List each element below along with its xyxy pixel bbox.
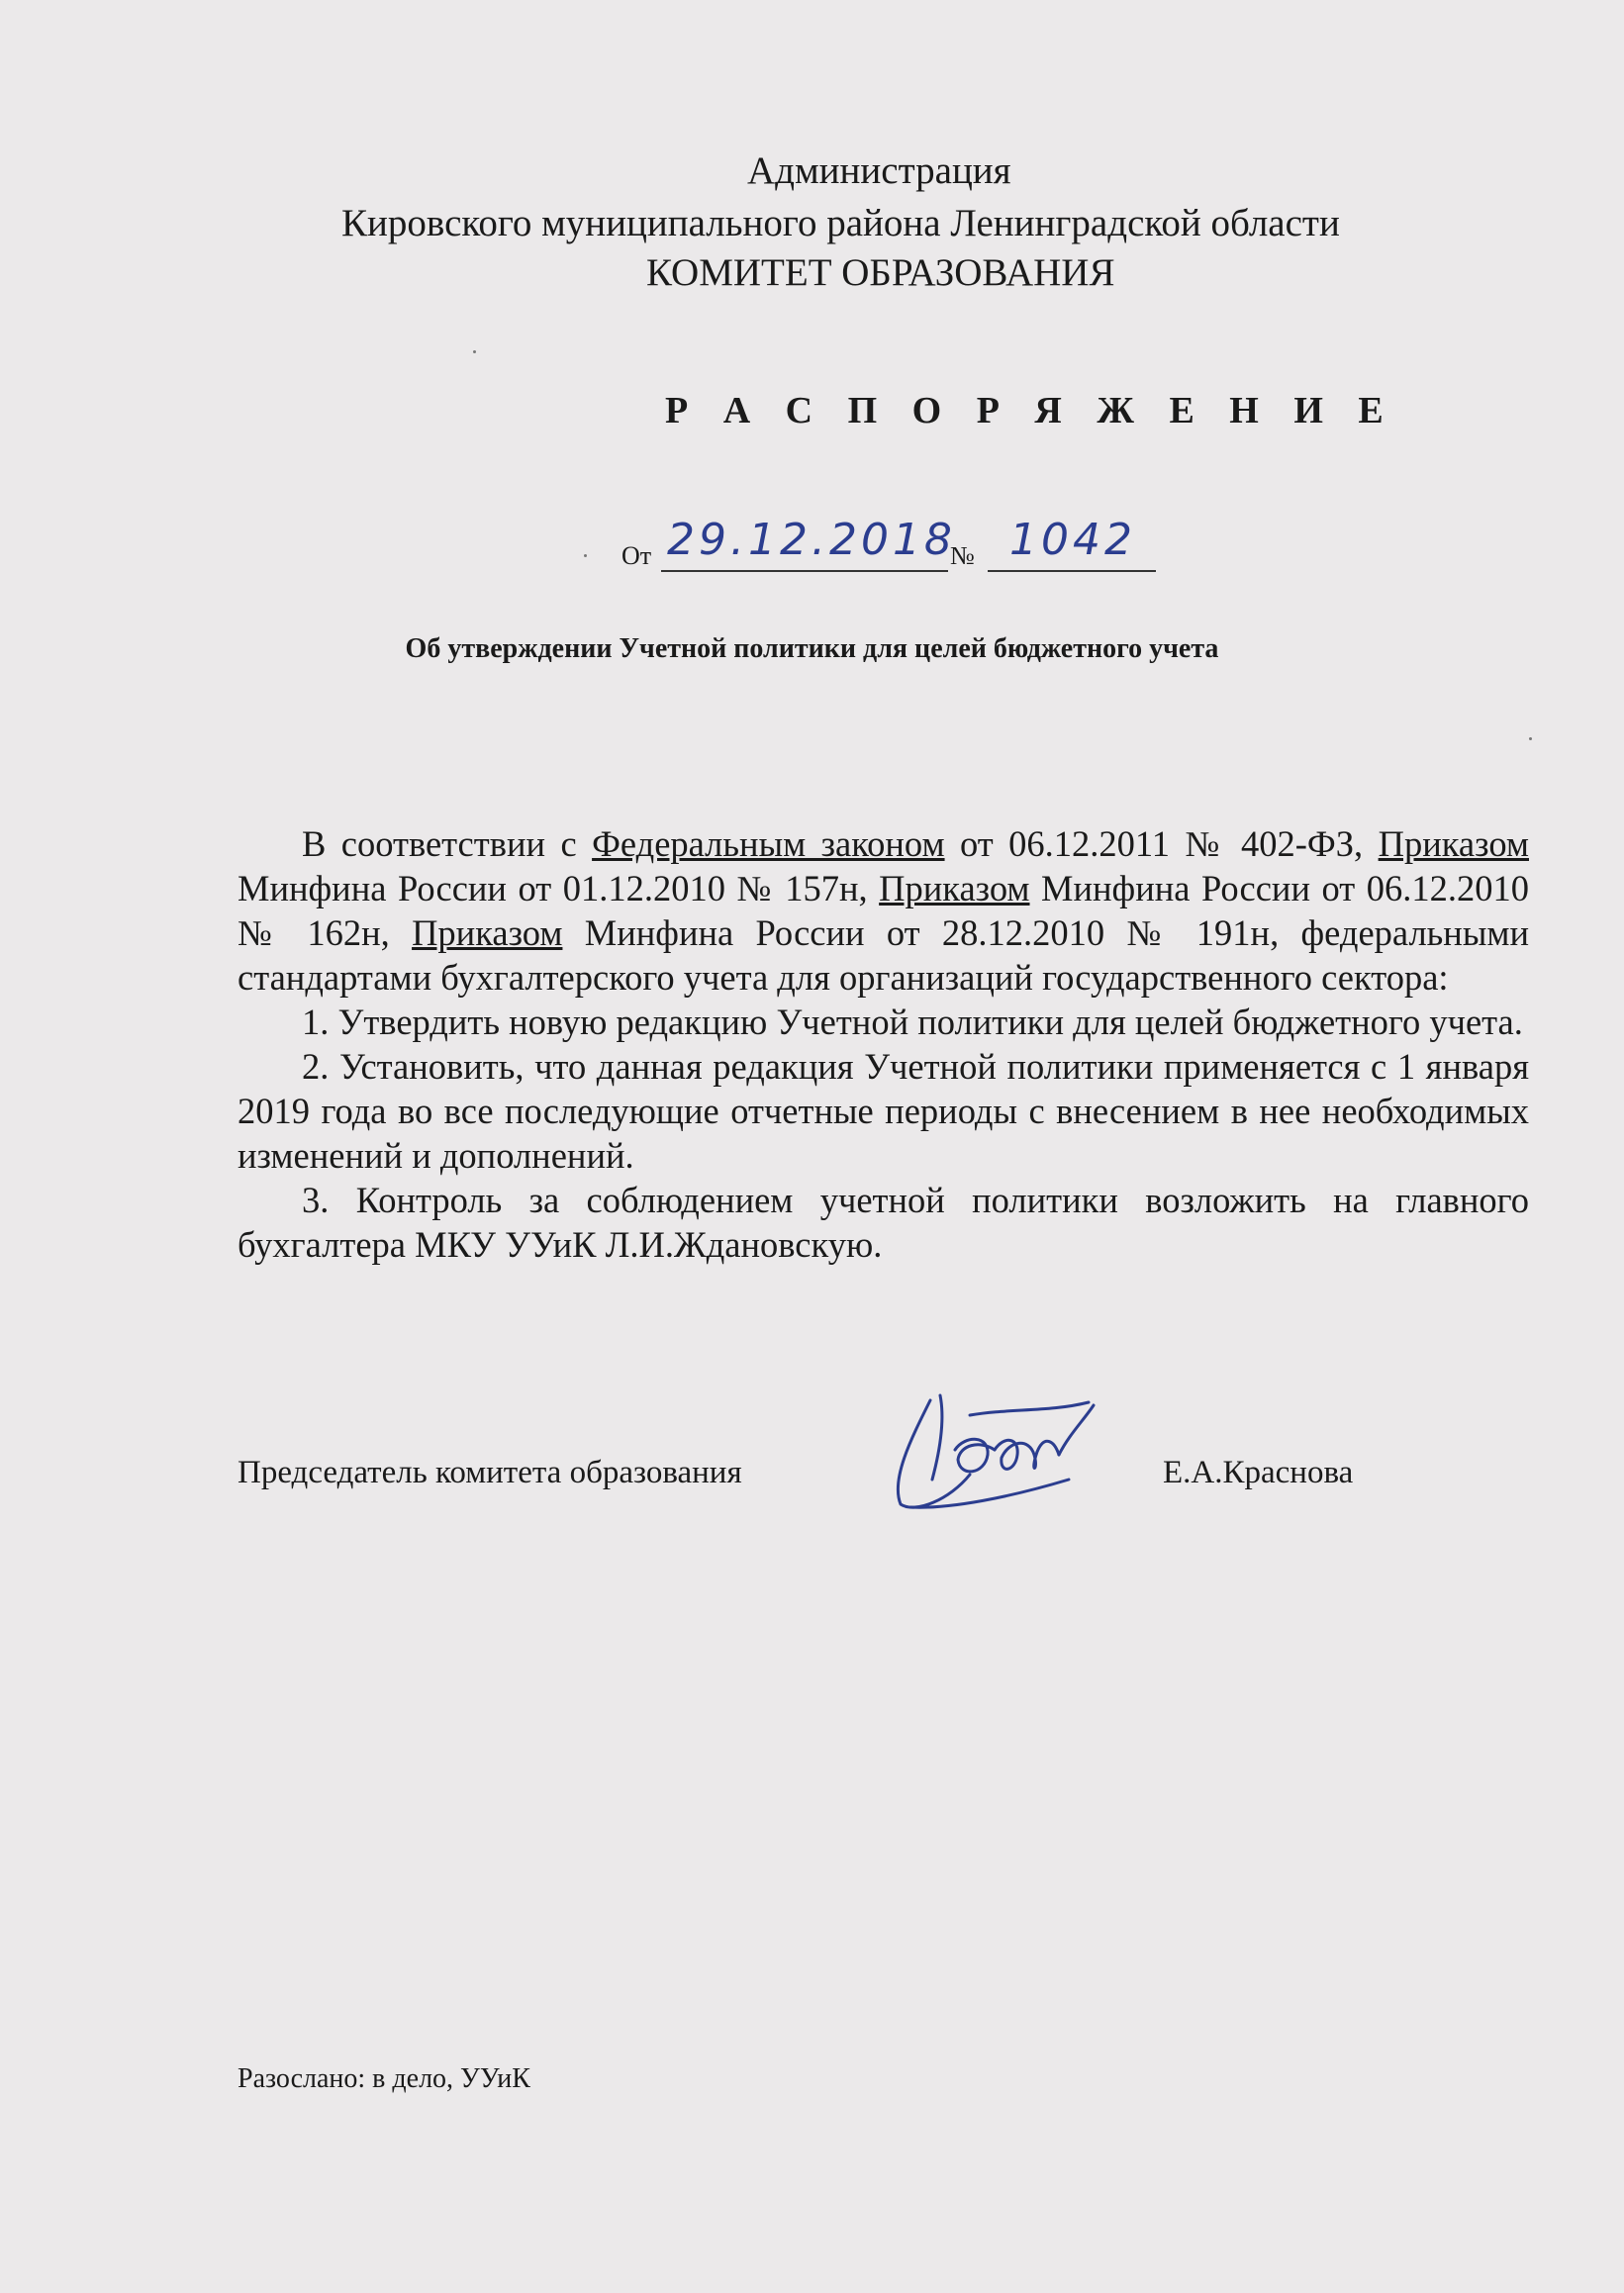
date-number-line xyxy=(621,515,1176,574)
item-1: 1. Утвердить новую редакцию Учетной политики для целей бюджетного учета. xyxy=(302,1002,1523,1042)
header-committee: КОМИТЕТ ОБРАЗОВАНИЯ xyxy=(646,251,1115,294)
handwritten-number: 1042 xyxy=(1009,515,1136,565)
number-underline xyxy=(988,570,1156,572)
preamble-text: Минфина России от 01.12.2010 № 157н, xyxy=(238,868,880,908)
order-link-157n[interactable]: Приказом xyxy=(1378,823,1529,864)
handwritten-signature xyxy=(871,1381,1128,1519)
number-prefix: № xyxy=(950,541,975,570)
signatory-name: Е.А.Краснова xyxy=(1163,1455,1354,1490)
order-link-162n[interactable]: Приказом xyxy=(879,868,1030,908)
paper-speck xyxy=(473,350,476,353)
item-2: 2. Установить, что данная редакция Учетной политики применяется с 1 января 2019 года во все последующие отчетные периоды с внесением в нее необходимых изменений и дополнений. xyxy=(238,1046,1529,1176)
preamble-text: Минфина России от 28.12.2010 № 191н, федеральными стандартами бухгалтерского учета для организаций государственного сектора: xyxy=(238,912,1529,998)
header-district: Кировского муниципального района Ленинградской области xyxy=(341,202,1340,244)
date-prefix: От xyxy=(621,541,652,570)
header-administration: Администрация xyxy=(747,149,1011,192)
preamble-text: Минфина России от 06.12.2010 № 162н, xyxy=(238,868,1529,953)
paper-speck xyxy=(1529,737,1532,740)
order-link-191n[interactable]: Приказом xyxy=(412,912,563,953)
preamble-text: от 06.12.2011 № 402-ФЗ, xyxy=(944,823,1379,864)
law-link[interactable]: Федеральным законом xyxy=(592,823,945,864)
document-body xyxy=(238,821,1529,1267)
item-3: 3. Контроль за соблюдением учетной политики возложить на главного бухгалтера МКУ УУиК Л.И.Ждановскую. xyxy=(238,1180,1529,1265)
distribution-note: Разослано: в дело, УУиК xyxy=(238,2063,530,2094)
date-underline xyxy=(661,570,948,572)
signatory-role: Председатель комитета образования xyxy=(238,1455,742,1490)
preamble-text: В соответствии с xyxy=(302,823,593,864)
paper-speck xyxy=(584,554,587,557)
preamble-paragraph xyxy=(238,821,1529,1000)
handwritten-date: 29.12.2018 xyxy=(667,515,956,565)
document-subject: Об утверждении Учетной политики для целей бюджетного учета xyxy=(405,633,1219,664)
document-type-title: Р А С П О Р Я Ж Е Н И Е xyxy=(665,390,1396,431)
